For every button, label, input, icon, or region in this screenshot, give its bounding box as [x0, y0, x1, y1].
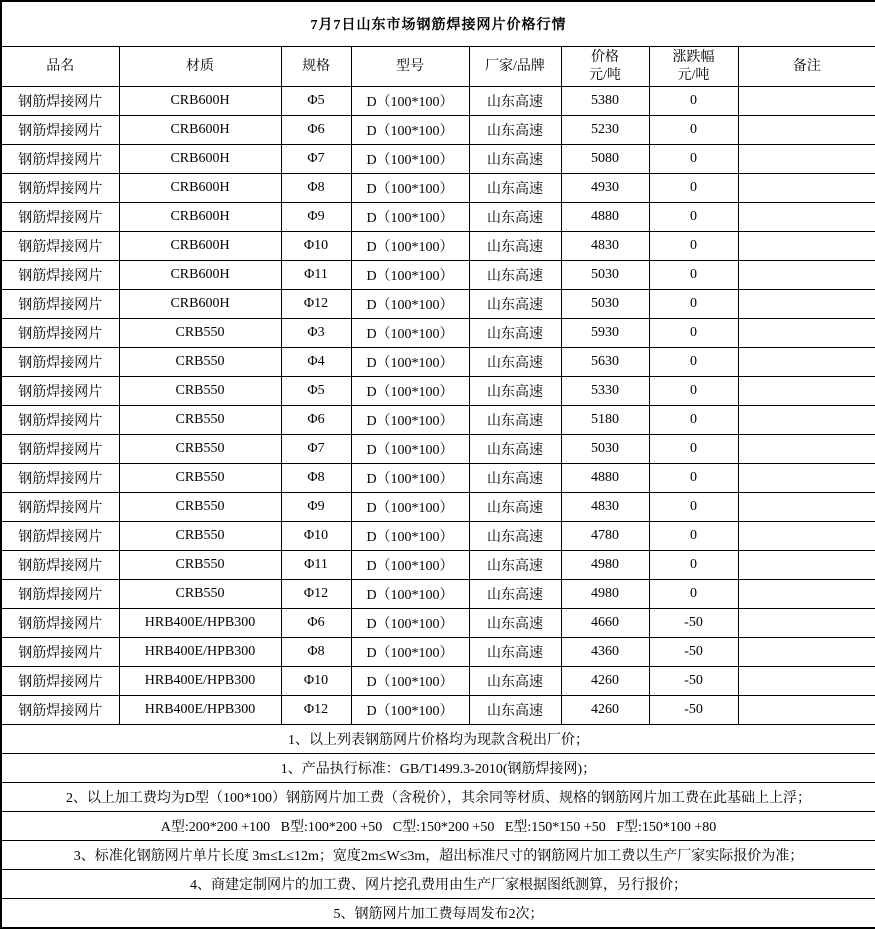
cell-change: 0 [649, 232, 738, 261]
cell-spec: Φ12 [281, 290, 351, 319]
note-text: 2、以上加工费均为D型（100*100）钢筋网片加工费（含税价），其余同等材质、规格的钢筋网片加工费在此基础上上浮； [1, 783, 875, 812]
cell-spec: Φ7 [281, 435, 351, 464]
cell-material: CRB550 [119, 551, 281, 580]
cell-material: CRB600H [119, 232, 281, 261]
cell-name: 钢筋焊接网片 [1, 435, 119, 464]
cell-model: D（100*100） [351, 377, 469, 406]
cell-spec: Φ12 [281, 696, 351, 725]
table-row [1, 145, 875, 174]
column-header-5 [561, 47, 649, 87]
cell-material: CRB600H [119, 116, 281, 145]
cell-model: D（100*100） [351, 174, 469, 203]
cell-brand: 山东高速 [469, 667, 561, 696]
cell-brand: 山东高速 [469, 203, 561, 232]
cell-name: 钢筋焊接网片 [1, 290, 119, 319]
cell-name: 钢筋焊接网片 [1, 348, 119, 377]
cell-name: 钢筋焊接网片 [1, 203, 119, 232]
cell-change: 0 [649, 174, 738, 203]
cell-brand: 山东高速 [469, 493, 561, 522]
cell-price: 4260 [561, 667, 649, 696]
cell-name: 钢筋焊接网片 [1, 493, 119, 522]
cell-model: D（100*100） [351, 116, 469, 145]
cell-brand: 山东高速 [469, 522, 561, 551]
cell-model: D（100*100） [351, 551, 469, 580]
cell-name: 钢筋焊接网片 [1, 232, 119, 261]
cell-price: 4830 [561, 232, 649, 261]
cell-material: CRB550 [119, 580, 281, 609]
cell-spec: Φ8 [281, 174, 351, 203]
cell-model: D（100*100） [351, 319, 469, 348]
cell-model: D（100*100） [351, 696, 469, 725]
cell-name: 钢筋焊接网片 [1, 464, 119, 493]
cell-model: D（100*100） [351, 261, 469, 290]
note-row [1, 754, 875, 783]
cell-change: 0 [649, 493, 738, 522]
cell-change: 0 [649, 551, 738, 580]
cell-name: 钢筋焊接网片 [1, 261, 119, 290]
table-row [1, 551, 875, 580]
column-header-1: 材质 [119, 47, 281, 87]
cell-note [738, 696, 875, 725]
cell-material: CRB600H [119, 290, 281, 319]
note-row [1, 870, 875, 899]
cell-change: 0 [649, 522, 738, 551]
cell-name: 钢筋焊接网片 [1, 116, 119, 145]
note-text: 1、以上列表钢筋网片价格均为现款含税出厂价； [1, 725, 875, 754]
cell-note [738, 493, 875, 522]
cell-name: 钢筋焊接网片 [1, 638, 119, 667]
cell-spec: Φ6 [281, 406, 351, 435]
cell-price: 4780 [561, 522, 649, 551]
cell-price: 4930 [561, 174, 649, 203]
cell-model: D（100*100） [351, 667, 469, 696]
column-header-sublabel: 元/吨 [677, 67, 710, 83]
cell-price: 4260 [561, 696, 649, 725]
cell-brand: 山东高速 [469, 377, 561, 406]
cell-spec: Φ6 [281, 116, 351, 145]
cell-spec: Φ8 [281, 464, 351, 493]
cell-spec: Φ6 [281, 609, 351, 638]
cell-name: 钢筋焊接网片 [1, 580, 119, 609]
table-row [1, 261, 875, 290]
cell-name: 钢筋焊接网片 [1, 377, 119, 406]
table-row [1, 348, 875, 377]
cell-note [738, 377, 875, 406]
cell-material: HRB400E/HPB300 [119, 609, 281, 638]
cell-name: 钢筋焊接网片 [1, 87, 119, 116]
cell-model: D（100*100） [351, 203, 469, 232]
cell-material: CRB550 [119, 406, 281, 435]
cell-change: 0 [649, 377, 738, 406]
cell-name: 钢筋焊接网片 [1, 522, 119, 551]
table-row [1, 174, 875, 203]
cell-price: 5930 [561, 319, 649, 348]
cell-model: D（100*100） [351, 609, 469, 638]
cell-price: 4880 [561, 464, 649, 493]
cell-name: 钢筋焊接网片 [1, 609, 119, 638]
cell-name: 钢筋焊接网片 [1, 174, 119, 203]
cell-spec: Φ10 [281, 522, 351, 551]
cell-name: 钢筋焊接网片 [1, 406, 119, 435]
cell-note [738, 580, 875, 609]
cell-price: 5030 [561, 261, 649, 290]
cell-price: 5230 [561, 116, 649, 145]
cell-price: 4880 [561, 203, 649, 232]
table-row [1, 290, 875, 319]
column-header-label: 涨跌幅 [672, 49, 715, 65]
cell-name: 钢筋焊接网片 [1, 145, 119, 174]
cell-change: -50 [649, 609, 738, 638]
cell-change: 0 [649, 203, 738, 232]
cell-spec: Φ10 [281, 667, 351, 696]
cell-note [738, 290, 875, 319]
cell-spec: Φ12 [281, 580, 351, 609]
cell-price: 4660 [561, 609, 649, 638]
column-header-4: 厂家/品牌 [469, 47, 561, 87]
page-title: 7月7日山东市场钢筋焊接网片价格行情 [1, 1, 875, 47]
table-row [1, 232, 875, 261]
cell-note [738, 203, 875, 232]
cell-brand: 山东高速 [469, 435, 561, 464]
cell-spec: Φ5 [281, 87, 351, 116]
table-row [1, 493, 875, 522]
cell-name: 钢筋焊接网片 [1, 319, 119, 348]
cell-change: 0 [649, 406, 738, 435]
cell-model: D（100*100） [351, 290, 469, 319]
cell-note [738, 406, 875, 435]
cell-note [738, 638, 875, 667]
table-row [1, 638, 875, 667]
cell-note [738, 261, 875, 290]
cell-model: D（100*100） [351, 406, 469, 435]
cell-spec: Φ11 [281, 261, 351, 290]
cell-spec: Φ5 [281, 377, 351, 406]
cell-material: CRB550 [119, 522, 281, 551]
note-text: 3、标准化钢筋网片单片长度 3m≤L≤12m；宽度2m≤W≤3m，超出标准尺寸的钢筋网片加工费以生产厂家实际报价为准； [1, 841, 875, 870]
cell-change: 0 [649, 290, 738, 319]
title-row [1, 1, 875, 47]
cell-spec: Φ4 [281, 348, 351, 377]
cell-change: 0 [649, 319, 738, 348]
cell-brand: 山东高速 [469, 348, 561, 377]
cell-price: 4980 [561, 580, 649, 609]
cell-material: CRB550 [119, 464, 281, 493]
cell-change: 0 [649, 580, 738, 609]
cell-spec: Φ9 [281, 203, 351, 232]
note-text: 5、钢筋网片加工费每周发布2次； [1, 899, 875, 929]
table-row [1, 319, 875, 348]
cell-model: D（100*100） [351, 348, 469, 377]
note-text: A型:200*200 +100 B型:100*200 +50 C型:150*200 +50 E型:150*150 +50 F型:150*100 +80 [1, 812, 875, 841]
cell-brand: 山东高速 [469, 638, 561, 667]
column-header-label: 价格 [591, 49, 619, 65]
table-row [1, 435, 875, 464]
cell-note [738, 116, 875, 145]
cell-material: CRB600H [119, 203, 281, 232]
cell-change: -50 [649, 667, 738, 696]
cell-price: 5630 [561, 348, 649, 377]
cell-note [738, 464, 875, 493]
cell-brand: 山东高速 [469, 406, 561, 435]
cell-price: 4980 [561, 551, 649, 580]
cell-brand: 山东高速 [469, 696, 561, 725]
header-row [1, 47, 875, 87]
cell-brand: 山东高速 [469, 551, 561, 580]
cell-model: D（100*100） [351, 87, 469, 116]
cell-brand: 山东高速 [469, 290, 561, 319]
cell-model: D（100*100） [351, 464, 469, 493]
cell-brand: 山东高速 [469, 116, 561, 145]
table-row [1, 203, 875, 232]
cell-brand: 山东高速 [469, 174, 561, 203]
cell-note [738, 145, 875, 174]
cell-change: -50 [649, 638, 738, 667]
cell-brand: 山东高速 [469, 145, 561, 174]
cell-note [738, 435, 875, 464]
cell-change: 0 [649, 261, 738, 290]
table-row [1, 464, 875, 493]
cell-brand: 山东高速 [469, 319, 561, 348]
column-header-6 [649, 47, 738, 87]
note-text: 4、商建定制网片的加工费、网片挖孔费用由生产厂家根据图纸测算，另行报价； [1, 870, 875, 899]
cell-name: 钢筋焊接网片 [1, 696, 119, 725]
cell-note [738, 174, 875, 203]
cell-spec: Φ9 [281, 493, 351, 522]
cell-spec: Φ10 [281, 232, 351, 261]
cell-price: 5380 [561, 87, 649, 116]
cell-note [738, 551, 875, 580]
cell-material: HRB400E/HPB300 [119, 696, 281, 725]
table-row [1, 696, 875, 725]
cell-material: CRB550 [119, 348, 281, 377]
cell-change: 0 [649, 435, 738, 464]
cell-brand: 山东高速 [469, 232, 561, 261]
cell-note [738, 87, 875, 116]
table-row [1, 87, 875, 116]
cell-price: 5180 [561, 406, 649, 435]
table-row [1, 377, 875, 406]
cell-model: D（100*100） [351, 522, 469, 551]
cell-brand: 山东高速 [469, 261, 561, 290]
note-text: 1、产品执行标准：GB/T1499.3-2010(钢筋焊接网)； [1, 754, 875, 783]
cell-price: 5330 [561, 377, 649, 406]
cell-note [738, 348, 875, 377]
note-row [1, 783, 875, 812]
cell-change: -50 [649, 696, 738, 725]
cell-model: D（100*100） [351, 580, 469, 609]
column-header-2: 规格 [281, 47, 351, 87]
cell-price: 5030 [561, 435, 649, 464]
note-row [1, 812, 875, 841]
table-row [1, 522, 875, 551]
cell-price: 4830 [561, 493, 649, 522]
cell-model: D（100*100） [351, 638, 469, 667]
cell-note [738, 319, 875, 348]
cell-material: CRB550 [119, 435, 281, 464]
cell-model: D（100*100） [351, 145, 469, 174]
cell-name: 钢筋焊接网片 [1, 667, 119, 696]
column-header-3: 型号 [351, 47, 469, 87]
cell-material: HRB400E/HPB300 [119, 638, 281, 667]
cell-spec: Φ11 [281, 551, 351, 580]
cell-model: D（100*100） [351, 232, 469, 261]
table-row [1, 406, 875, 435]
cell-brand: 山东高速 [469, 580, 561, 609]
cell-brand: 山东高速 [469, 609, 561, 638]
cell-change: 0 [649, 464, 738, 493]
cell-model: D（100*100） [351, 493, 469, 522]
note-row [1, 899, 875, 929]
cell-price: 5030 [561, 290, 649, 319]
table-row [1, 609, 875, 638]
cell-model: D（100*100） [351, 435, 469, 464]
cell-material: CRB550 [119, 319, 281, 348]
cell-change: 0 [649, 348, 738, 377]
column-header-7: 备注 [738, 47, 875, 87]
cell-change: 0 [649, 145, 738, 174]
cell-material: CRB600H [119, 145, 281, 174]
cell-change: 0 [649, 87, 738, 116]
table-row [1, 580, 875, 609]
cell-material: CRB600H [119, 261, 281, 290]
cell-note [738, 609, 875, 638]
cell-material: CRB600H [119, 87, 281, 116]
column-header-sublabel: 元/吨 [589, 67, 621, 83]
cell-brand: 山东高速 [469, 87, 561, 116]
cell-material: CRB600H [119, 174, 281, 203]
cell-material: CRB550 [119, 377, 281, 406]
cell-material: CRB550 [119, 493, 281, 522]
note-row [1, 841, 875, 870]
cell-spec: Φ8 [281, 638, 351, 667]
cell-note [738, 522, 875, 551]
cell-material: HRB400E/HPB300 [119, 667, 281, 696]
cell-spec: Φ3 [281, 319, 351, 348]
cell-change: 0 [649, 116, 738, 145]
note-row [1, 725, 875, 754]
cell-spec: Φ7 [281, 145, 351, 174]
table-row [1, 667, 875, 696]
cell-note [738, 232, 875, 261]
cell-brand: 山东高速 [469, 464, 561, 493]
cell-name: 钢筋焊接网片 [1, 551, 119, 580]
column-header-0: 品名 [1, 47, 119, 87]
cell-price: 5080 [561, 145, 649, 174]
table-row [1, 116, 875, 145]
cell-price: 4360 [561, 638, 649, 667]
cell-note [738, 667, 875, 696]
